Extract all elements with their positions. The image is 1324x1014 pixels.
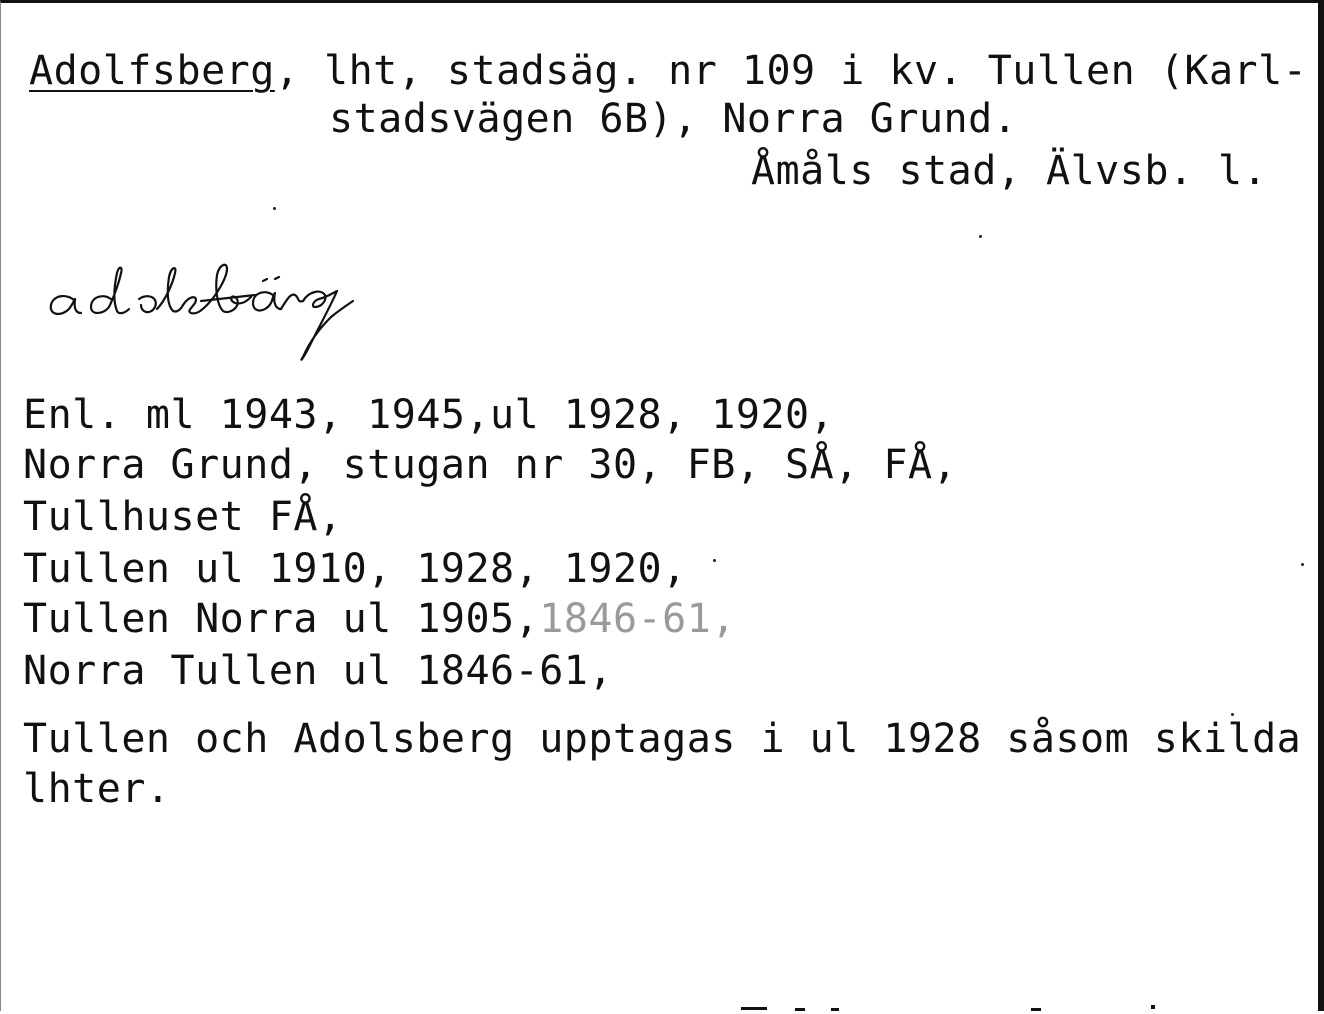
note-line-2: lhter. bbox=[23, 766, 171, 812]
scan-speck bbox=[713, 559, 716, 562]
heading-line-2: stadsvägen 6B), Norra Grund. bbox=[329, 96, 1018, 142]
body-line-1: Enl. ml 1943, 1945,ul 1928, 1920, bbox=[23, 392, 835, 438]
body-line-6: Norra Tullen ul 1846-61, bbox=[23, 648, 613, 694]
cut-off-text-remnant bbox=[731, 1001, 1191, 1014]
heading-line-1 bbox=[29, 47, 1307, 95]
body-line-4: Tullen ul 1910, 1928, 1920, bbox=[23, 546, 687, 592]
note-line-1: Tullen och Adolsberg upptagas i ul 1928 såsom skilda bbox=[23, 716, 1302, 762]
body-line-2: Norra Grund, stugan nr 30, FB, SÅ, FÅ, bbox=[23, 442, 958, 488]
scan-speck bbox=[1301, 563, 1304, 566]
body-line-3: Tullhuset FÅ, bbox=[23, 494, 343, 540]
scan-speck bbox=[979, 235, 982, 238]
scan-speck bbox=[273, 207, 276, 210]
heading-line-1-rest: , lht, stadsäg. nr 109 i kv. Tullen (Karl- bbox=[274, 48, 1308, 94]
place-name: Adolfsberg bbox=[29, 48, 275, 94]
heading-line-3: Åmåls stad, Älvsb. l. bbox=[751, 148, 1268, 194]
faint-handwritten-dates: 1846-61, bbox=[539, 596, 736, 642]
tullen-norra-text: Tullen Norra ul 1905, bbox=[23, 596, 540, 642]
scan-speck bbox=[1231, 713, 1234, 716]
handwritten-signature bbox=[41, 243, 481, 373]
body-line-5 bbox=[23, 595, 736, 643]
